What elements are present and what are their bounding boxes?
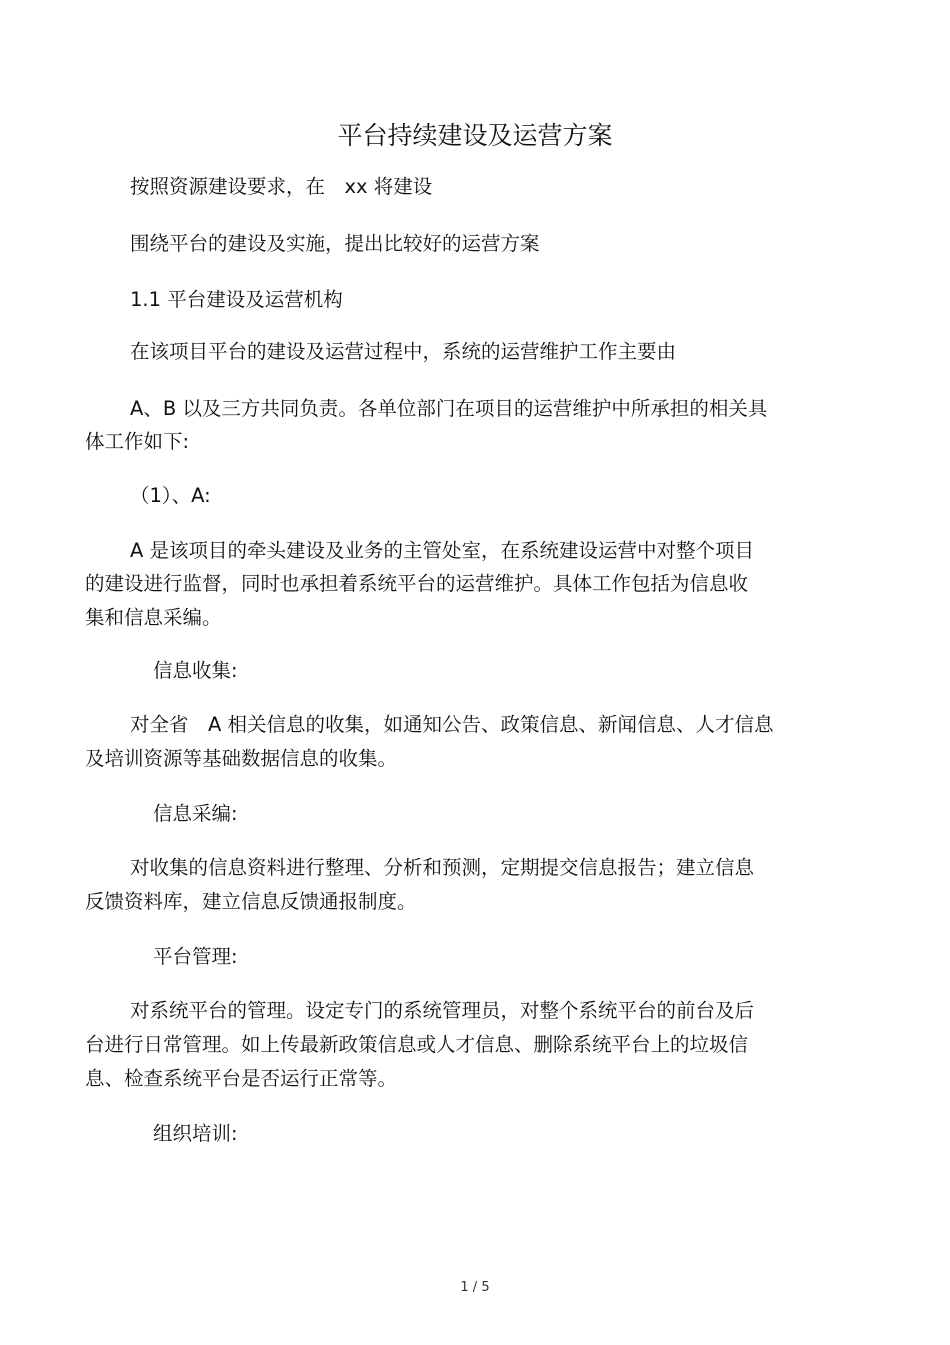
paragraph-line: 体工作如下:: [85, 430, 190, 453]
list-heading-a: （1）、A:: [130, 484, 211, 507]
paragraph-line: A 是该项目的牵头建设及业务的主管处室，在系统建设运营中对整个项目: [130, 539, 755, 562]
paragraph-scope: 围绕平台的建设及实施，提出比较好的运营方案: [130, 232, 540, 255]
subheading-info-editing: 信息采编:: [153, 802, 238, 825]
paragraph-line: 及培训资源等基础数据信息的收集。: [85, 747, 398, 770]
subheading-platform-management: 平台管理:: [153, 945, 238, 968]
paragraph-line: 对系统平台的管理。设定专门的系统管理员，对整个系统平台的前台及后: [130, 999, 755, 1022]
paragraph-line: 反馈资料库，建立信息反馈通报制度。: [85, 890, 417, 913]
paragraph-line: 台进行日常管理。如上传最新政策信息或人才信息、删除系统平台上的垃圾信: [85, 1033, 749, 1056]
paragraph-line: 息、检查系统平台是否运行正常等。: [85, 1067, 398, 1090]
document-title: 平台持续建设及运营方案: [337, 121, 613, 150]
paragraph-line: 集和信息采编。: [85, 606, 222, 629]
subheading-info-collection: 信息收集:: [153, 659, 238, 682]
paragraph-line: A、B 以及三方共同负责。各单位部门在项目的运营维护中所承担的相关具: [130, 397, 768, 420]
paragraph-line: 对全省 A 相关信息的收集，如通知公告、政策信息、新闻信息、人才信息: [130, 713, 774, 736]
paragraph-line: 对收集的信息资料进行整理、分析和预测，定期提交信息报告；建立信息: [130, 856, 755, 879]
paragraph-intro: 按照资源建设要求，在 xx 将建设: [130, 175, 433, 198]
paragraph-operation: 在该项目平台的建设及运营过程中，系统的运营维护工作主要由: [130, 340, 677, 363]
paragraph-line: 的建设进行监督，同时也承担着系统平台的运营维护。具体工作包括为信息收: [85, 572, 749, 595]
subheading-training: 组织培训:: [153, 1122, 238, 1145]
page-indicator: 1 / 5: [460, 1280, 490, 1295]
section-heading-1-1: 1.1 平台建设及运营机构: [130, 288, 343, 311]
